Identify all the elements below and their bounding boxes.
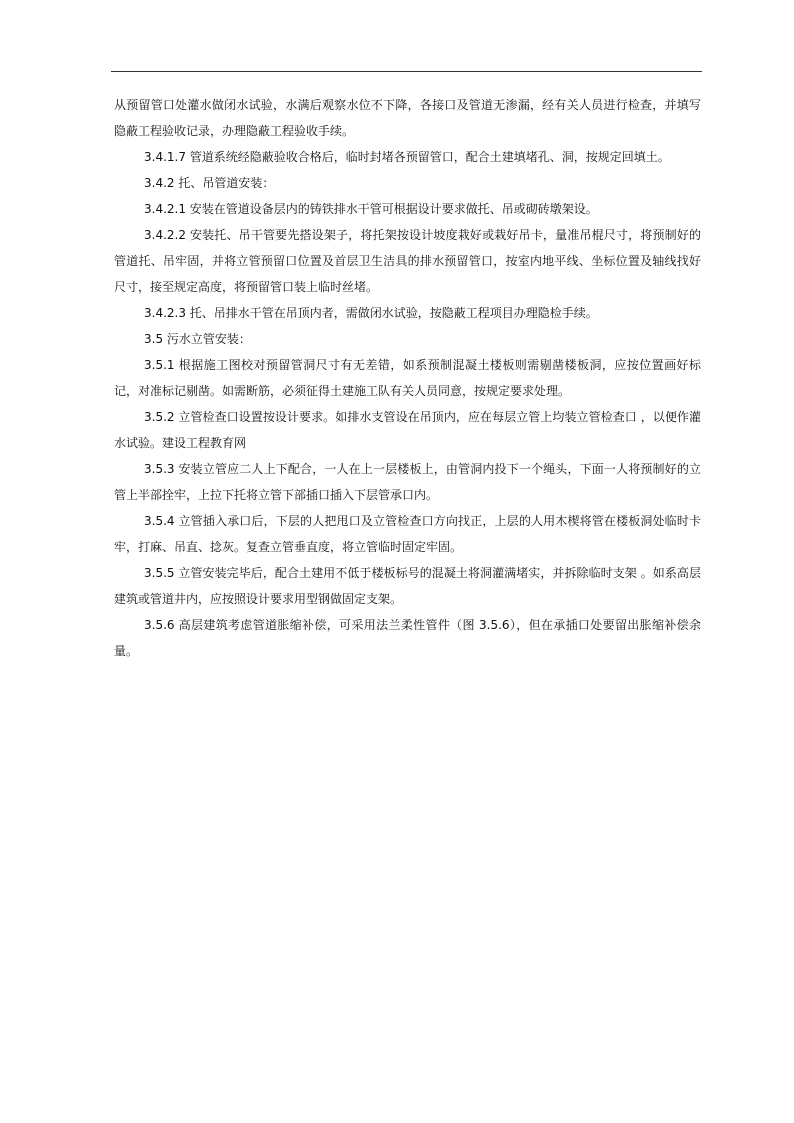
document-body <box>114 92 701 664</box>
paragraph-3-4-2-1: 3.4.2.1 安装在管道设备层内的铸铁排水干管可根据设计要求做托、吊或砌砖墩架设。 <box>144 202 598 216</box>
paragraph-3-4-1-7: 3.4.1.7 管道系统经隐蔽验收合格后，临时封堵各预留管口，配合土建填堵孔、洞，按规定回填土。 <box>144 150 670 164</box>
paragraph-3-5-4: 3.5.4 立管插入承口后，下层的人把甩口及立管检查口方向找正，上层的人用木楔将管在楼板洞处临时卡牢，打麻、吊直、捻灰。复查立管垂直度，将立管临时固定牢固。 <box>114 514 701 554</box>
heading-3-5: 3.5 污水立管安装： <box>144 332 251 346</box>
paragraph-3-5-1: 3.5.1 根据施工图校对预留管洞尺寸有无差错，如系预制混凝土楼板则需剔凿楼板洞，应按位置画好标记，对准标记剔凿。如需断筋，必须征得土建施工队有关人员同意，按规定要求处理。 <box>114 358 701 398</box>
paragraph-3-5-6: 3.5.6 高层建筑考虑管道胀缩补偿，可采用法兰柔性管件（图 3.5.6），但在承插口处要留出胀缩补偿余量。 <box>114 618 701 658</box>
paragraph-continuation: 从预留管口处灌水做闭水试验，水满后观察水位不下降，各接口及管道无渗漏，经有关人员进行检查，并填写隐蔽工程验收记录，办理隐蔽工程验收手续。 <box>114 98 701 138</box>
paragraph-3-4-2-2: 3.4.2.2 安装托、吊干管要先搭设架子，将托架按设计坡度栽好或栽好吊卡，量准吊棍尺寸，将预制好的管道托、吊牢固，并将立管预留口位置及首层卫生洁具的排水预留管口，按室内地平线、坐标位置及轴线找好尺寸，接至规定高度，将预留管口装上临时丝堵。 <box>114 228 701 294</box>
paragraph-3-4-2-3: 3.4.2.3 托、吊排水干管在吊顶内者，需做闭水试验，按隐蔽工程项目办理隐检手续。 <box>144 306 598 320</box>
header-rule <box>111 71 702 72</box>
paragraph-3-5-3: 3.5.3 安装立管应二人上下配合，一人在上一层楼板上，由管洞内投下一个绳头，下面一人将预制好的立管上半部拴牢，上拉下托将立管下部插口插入下层管承口内。 <box>114 462 701 502</box>
paragraph-3-5-5: 3.5.5 立管安装完毕后，配合土建用不低于楼板标号的混凝土将洞灌满堵实，并拆除临时支架 。如系高层建筑或管道井内，应按照设计要求用型钢做固定支架。 <box>114 566 701 606</box>
heading-3-4-2: 3.4.2 托、吊管道安装： <box>144 176 275 190</box>
paragraph-3-5-2: 3.5.2 立管检查口设置按设计要求。如排水支管设在吊顶内，应在每层立管上均装立管检查口 ，以便作灌水试验。建设工程教育网 <box>114 410 701 450</box>
